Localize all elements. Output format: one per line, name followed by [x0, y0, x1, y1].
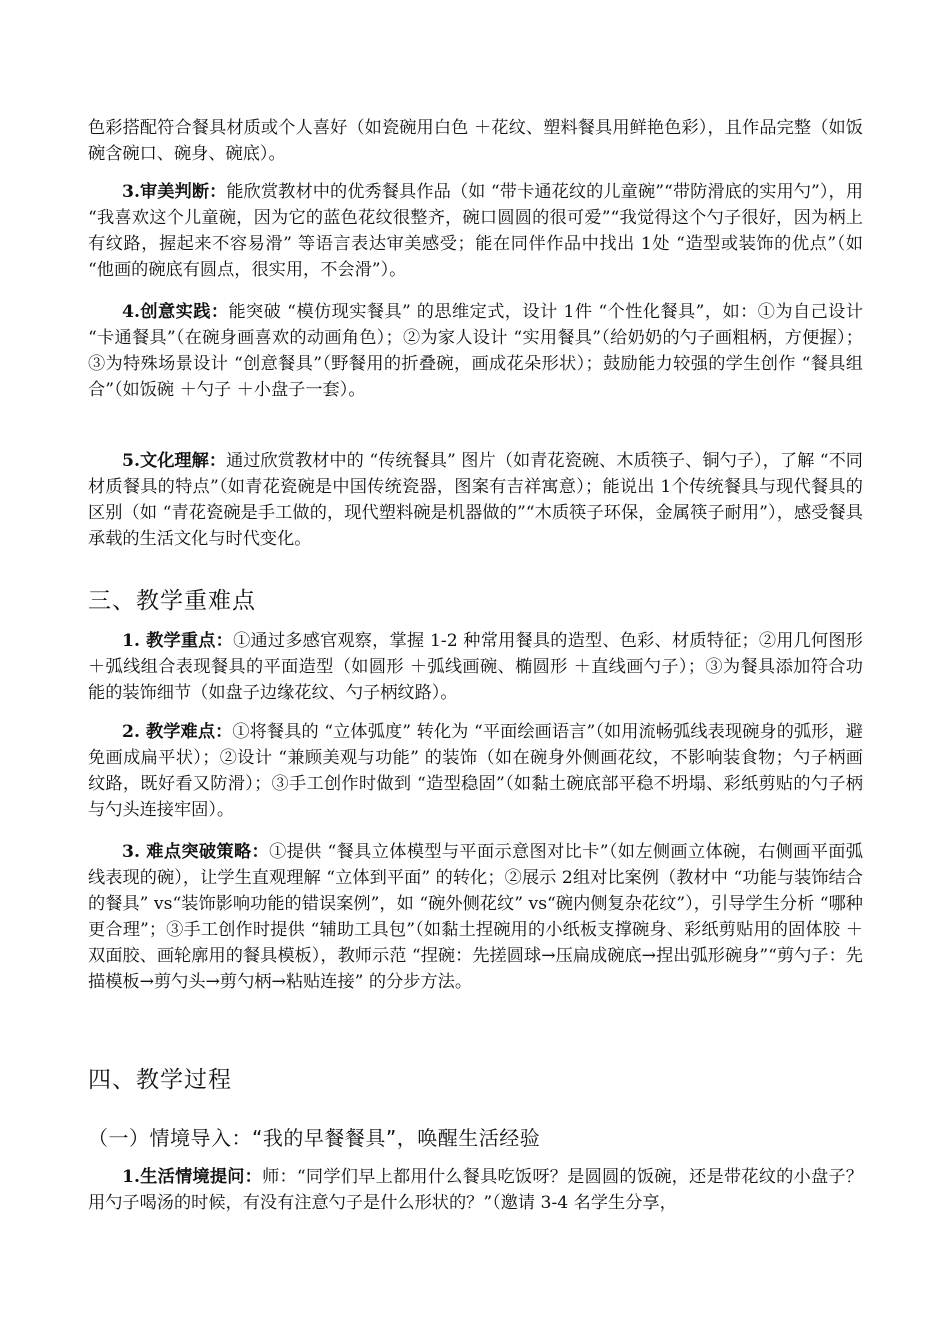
paragraph-label: 2. 教学难点： [122, 722, 233, 742]
paragraph-life-question [88, 1164, 863, 1216]
paragraph-teaching-focus [88, 628, 863, 706]
paragraph-aesthetic-judgment [88, 179, 863, 283]
paragraph-label: 5.文化理解： [122, 451, 227, 471]
paragraph-text: 师：“同学们早上都用什么餐具吃饭呀？是圆圆的饭碗，还是带花纹的小盘子？用勺子喝汤的时候，有没有注意勺子是什么形状的？”（邀请 3-4 名学生分享， [88, 1167, 863, 1213]
paragraph-text: ①提供 “餐具立体模型与平面示意图对比卡”（如左侧画立体碗，右侧画平面弧线表现的碗），让学生直观理解 “立体到平面” 的转化；②展示 2组对比案例（教材中 “功能与装饰结合的餐具” vs“装饰影响功能的错误案例”，如 “碗外侧花纹” vs“碗内侧复杂花纹”），引导学生分析 “哪种更合理”；③手工创作时提供 “辅助工具包”（如黏土捏碗用的小纸板支撑碗身、彩纸剪贴用的固体胶 ＋双面胶、画轮廓用的餐具模板），教师示范 “捏碗：先搓圆球→压扁成碗底→捏出弧形碗身”“剪勺子：先描模板→剪勺头→剪勺柄→粘贴连接” 的分步方法。 [88, 842, 863, 992]
paragraph-label: 3.审美判断： [122, 182, 227, 202]
paragraph-breakthrough-strategy [88, 839, 863, 995]
paragraph-cultural-understanding [88, 448, 863, 552]
paragraph-text: 能欣赏教材中的优秀餐具作品（如 “带卡通花纹的儿童碗”“带防滑底的实用勺”），用 “我喜欢这个儿童碗，因为它的蓝色花纹很整齐，碗口圆圆的很可爱”“我觉得这个勺子很好，因为柄上有纹路，握起来不容易滑” 等语言表达审美感受；能在同伴作品中找出 1处 “造型或装饰的优点”（如 “他画的碗底有圆点，很实用，不会滑”）。 [88, 182, 864, 280]
subsection-heading-introduction: （一）情境导入：“我的早餐餐具”，唤醒生活经验 [88, 1126, 541, 1150]
paragraph-label: 4.创意实践： [122, 302, 229, 322]
paragraph-text: ①将餐具的 “立体弧度” 转化为 “平面绘画语言”（如用流畅弧线表现碗身的弧形，避免画成扁平状）；②设计 “兼顾美观与功能” 的装饰（如在碗身外侧画花纹，不影响装食物；勺子柄画纹路，既好看又防滑）；③手工创作时做到 “造型稳固”（如黏土碗底部平稳不坍塌、彩纸剪贴的勺子柄与勺头连接牢固）。 [88, 722, 863, 820]
paragraph-text: 能突破 “模仿现实餐具” 的思维定式，设计 1件 “个性化餐具”，如：①为自己设计 “卡通餐具”（在碗身画喜欢的动画角色）；②为家人设计 “实用餐具”（给奶奶的勺子画粗柄，方便握）；③为特殊场景设计 “创意餐具”（野餐用的折叠碗，画成花朵形状）；鼓励能力较强的学生创作 “餐具组合”（如饭碗 ＋勺子 ＋小盘子一套）。 [88, 302, 863, 400]
section-heading-key-points: 三、教学重难点 [88, 588, 256, 614]
paragraph-text: 色彩搭配符合餐具材质或个人喜好（如瓷碗用白色 ＋花纹、塑料餐具用鲜艳色彩），且作品完整（如饭碗含碗口、碗身、碗底）。 [88, 118, 863, 164]
paragraph-text: ①通过多感官观察，掌握 1-2 种常用餐具的造型、色彩、材质特征；②用几何图形 ＋弧线组合表现餐具的平面造型（如圆形 ＋弧线画碗、椭圆形 ＋直线画勺子）；③为餐具添加符合功能的装饰细节（如盘子边缘花纹、勺子柄纹路）。 [88, 631, 863, 703]
paragraph-label: 1. 教学重点： [122, 631, 234, 651]
paragraph-continuation [88, 115, 863, 167]
paragraph-teaching-difficulty [88, 719, 863, 823]
paragraph-label: 3. 难点突破策略： [122, 842, 270, 862]
paragraph-creative-practice [88, 299, 863, 403]
section-heading-teaching-process: 四、教学过程 [88, 1067, 232, 1093]
paragraph-text: 通过欣赏教材中的 “传统餐具” 图片（如青花瓷碗、木质筷子、铜勺子），了解 “不同材质餐具的特点”（如青花瓷碗是中国传统瓷器，图案有吉祥寓意）；能说出 1个传统餐具与现代餐具的区别（如 “青花瓷碗是手工做的，现代塑料碗是机器做的”“木质筷子环保，金属筷子耐用”），感受餐具承载的生活文化与时代变化。 [88, 451, 863, 549]
paragraph-label: 1.生活情境提问： [122, 1167, 263, 1187]
